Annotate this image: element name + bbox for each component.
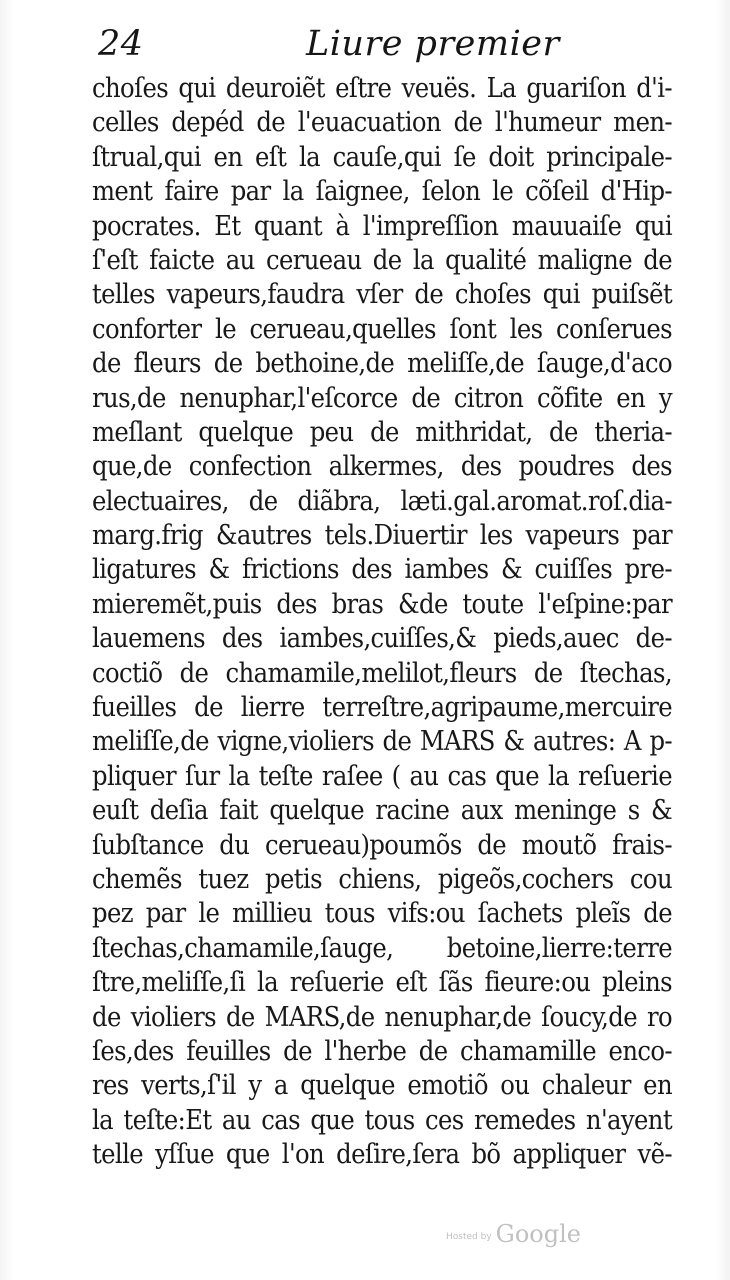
text-line: meliſſe,de vigne,violiers de MARS & autres: A p- xyxy=(92,726,672,758)
text-line: ſtrual,qui en eſt la cauſe,qui ſe doit principale- xyxy=(92,141,672,173)
text-line: pliquer ſur la teſte raſee ( au cas que la reſuerie xyxy=(92,760,672,792)
text-line: coctiõ de chamamile,melilot,fleurs de ſtechas, xyxy=(92,657,672,689)
text-line: euſt deſia fait quelque racine aux meninge s & xyxy=(92,795,672,827)
text-line: chemẽs tuez petis chiens, pigeõs,cochers cou xyxy=(92,863,672,895)
text-line: de violiers de MARS,de nenuphar,de ſoucy,de ro xyxy=(92,1001,672,1033)
text-line: pocrates. Et quant à l'impreſſion mauuaiſe qui xyxy=(92,210,672,242)
text-line: de fleurs de bethoine,de meliſſe,de ſauge,d'aco xyxy=(92,348,672,380)
text-line: lauemens des iambes,cuiſſes,& pieds,auec de- xyxy=(92,623,672,655)
text-line: pez par le millieu tous vifs:ou ſachets pleĩs de xyxy=(92,898,672,930)
text-line: celles depéd de l'euacuation de l'humeur men- xyxy=(92,107,672,139)
text-line: meſlant quelque peu de mithridat, de theria- xyxy=(92,416,672,448)
text-line: ſtechas,chamamile,ſauge, betoine,lierre:terre xyxy=(92,932,672,964)
page-number: 24 xyxy=(98,24,144,64)
text-line: res verts,ſ'il y a quelque emotiõ ou chaleur en xyxy=(92,1070,672,1102)
hosted-by-label: Hosted by xyxy=(446,1232,492,1242)
text-line: la teſte:Et au cas que tous ces remedes n'ayent xyxy=(92,1104,672,1136)
running-title: Liure premier xyxy=(306,24,560,64)
text-line: ſes,des feuilles de l'herbe de chamamille enco- xyxy=(92,1035,672,1067)
body-text xyxy=(92,72,672,1173)
text-line: ment faire par la ſaignee, ſelon le cõſeil d'Hip- xyxy=(92,176,672,208)
text-line: ſubſtance du cerueau)poumõs de moutõ frais- xyxy=(92,829,672,861)
text-line: telle yſſue que l'on deſire,ſera bõ appliquer vẽ- xyxy=(92,1139,672,1171)
text-line: ligatures & frictions des iambes & cuiſſes pre- xyxy=(92,554,672,586)
text-line: fueilles de lierre terreſtre,agripaume,mercuire xyxy=(92,692,672,724)
text-line: marg.frig &autres tels.Diuertir les vapeurs par xyxy=(92,520,672,552)
google-logo: Google xyxy=(495,1220,581,1248)
text-line: conforter le cerueau,quelles ſont les conſerues xyxy=(92,313,672,345)
text-line: mieremẽt,puis des bras &de toute l'eſpine:par xyxy=(92,588,672,620)
text-line: telles vapeurs,faudra vſer de choſes qui puiſsẽt xyxy=(92,279,672,311)
text-line: rus,de nenuphar,l'eſcorce de citron cõfite en y xyxy=(92,382,672,414)
google-watermark xyxy=(446,1218,581,1248)
text-line: electuaires, de diãbra, læti.gal.aromat.roſ.dia- xyxy=(92,485,672,517)
text-line: ſ'eſt faicte au cerueau de la qualité maligne de xyxy=(92,244,672,276)
text-line: que,de confection alkermes, des poudres des xyxy=(92,451,672,483)
text-line: ſtre,meliſſe,ſi la reſuerie eſt ſãs fieure:ou pleins xyxy=(92,967,672,999)
text-line: choſes qui deuroiẽt eſtre veuës. La guariſon d'i- xyxy=(92,73,672,104)
